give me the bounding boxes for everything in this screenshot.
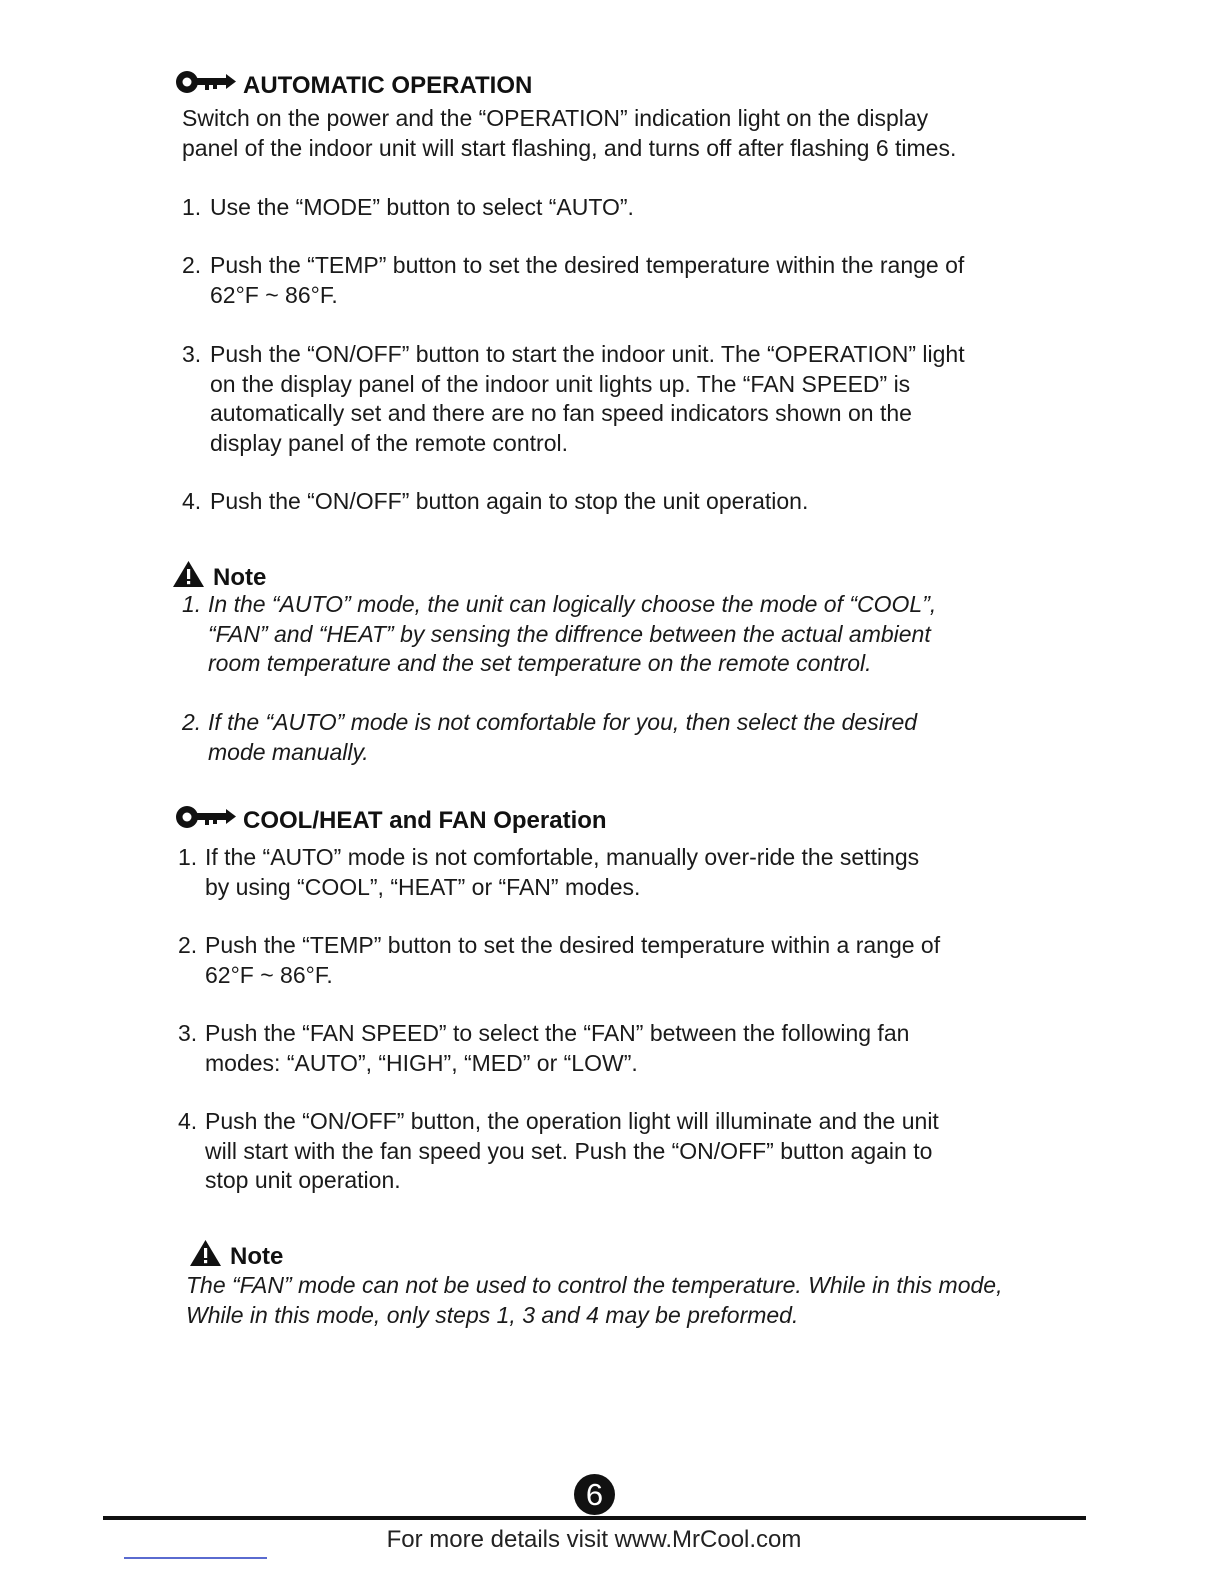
page-number-badge: 6 (574, 1474, 615, 1515)
note-line-2: While in this mode, only steps 1, 3 and 4 may be preformed. (186, 1302, 799, 1328)
section-automatic-operation-title (175, 68, 532, 103)
list-item-text: In the “AUTO” mode, the unit can logically choose the mode of “COOL”, “FAN” and “HEAT” by sensing the diffrence between the actual ambient room temperature and the set temperature on the remote control. (208, 591, 937, 676)
note-line-1: The “FAN” mode can not be used to control the temperature. While in this mode, (186, 1272, 1003, 1298)
list-item-text: Use the “MODE” button to select “AUTO”. (210, 194, 634, 220)
list-item-text: If the “AUTO” mode is not comfortable, manually over-ride the settings by using “COOL”, “HEAT” or “FAN” modes. (205, 844, 920, 900)
list-item (178, 843, 919, 902)
link-underline (124, 1557, 267, 1559)
list-item (182, 340, 965, 458)
list-item-text: Push the “TEMP” button to set the desired temperature within a range of 62°F ~ 86°F. (205, 932, 941, 988)
list-item (182, 708, 917, 767)
section-cool-heat-fan-title (175, 803, 607, 838)
list-item-number: 1. (182, 591, 202, 617)
key-icon (175, 68, 237, 103)
list-item-number: 2. (178, 932, 198, 958)
list-item-number: 1. (182, 194, 202, 220)
list-item-number: 3. (182, 341, 202, 367)
list-item-number: 3. (178, 1020, 198, 1046)
list-item (182, 487, 808, 517)
intro-line-1: Switch on the power and the “OPERATION” indication light on the display (182, 105, 929, 131)
list-item (182, 251, 964, 310)
list-item-number: 2. (182, 252, 202, 278)
footer-text: For more details visit www.MrCool.com (386, 1526, 802, 1553)
list-item-text: Push the “ON/OFF” button again to stop the unit operation. (210, 488, 809, 514)
list-item (178, 931, 940, 990)
intro-line-2: panel of the indoor unit will start flashing, and turns off after flashing 6 times. (182, 135, 957, 161)
note-title: Note (230, 1242, 284, 1270)
note-title: Note (213, 563, 267, 591)
key-icon (175, 803, 237, 838)
list-item-text: Push the “FAN SPEED” to select the “FAN” between the following fan modes: “AUTO”, “HIGH”, “MED” or “LOW”. (205, 1020, 910, 1076)
list-item-text: If the “AUTO” mode is not comfortable for you, then select the desired mode manually. (208, 709, 918, 765)
list-item (182, 590, 936, 679)
list-item-number: 4. (182, 488, 202, 514)
list-item (178, 1107, 939, 1196)
list-item (182, 193, 634, 223)
list-item-number: 4. (178, 1108, 198, 1134)
section-title-text: AUTOMATIC OPERATION (243, 71, 533, 99)
section-title-text: COOL/HEAT and FAN Operation (243, 806, 607, 834)
note-heading (189, 1239, 283, 1274)
list-item-number: 1. (178, 844, 198, 870)
list-item-text: Push the “ON/OFF” button to start the indoor unit. The “OPERATION” light on the display panel of the indoor unit lights up. The “FAN SPEED” is automatically set and there are no fan speed indicators shown on the display panel of the remote control. (210, 341, 965, 456)
warning-triangle-icon (189, 1239, 222, 1274)
footer-divider (103, 1516, 1086, 1520)
list-item-text: Push the “ON/OFF” button, the operation light will illuminate and the unit will start with the fan speed you set. Push the “ON/OFF” button again to stop unit operation. (205, 1108, 939, 1193)
list-item-text: Push the “TEMP” button to set the desired temperature within the range of 62°F ~ 86°F. (210, 252, 965, 308)
list-item (178, 1019, 909, 1078)
list-item-number: 2. (182, 709, 202, 735)
